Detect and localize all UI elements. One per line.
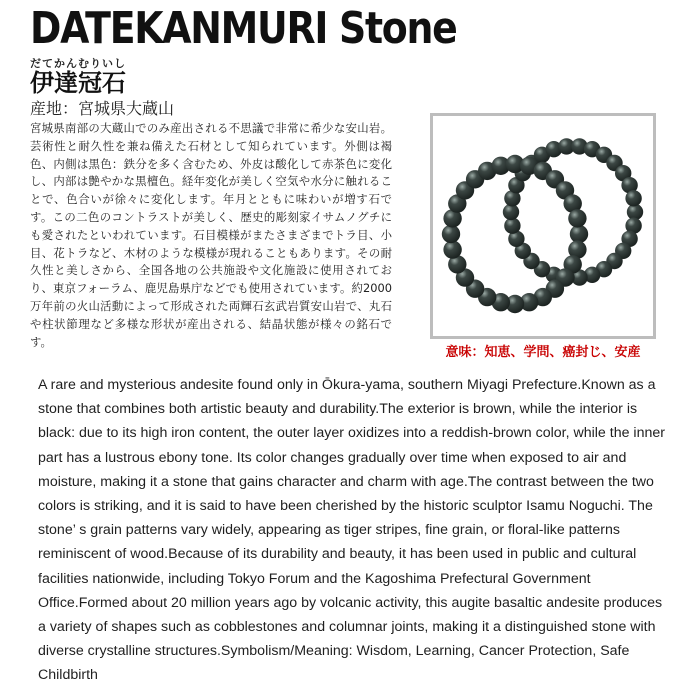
bead [570, 225, 588, 243]
meaning-jp: 意味：知恵、学問、癌封じ、安産 [445, 345, 641, 360]
description-jp: 宮城県南部の大蔵山でのみ産出される不思議で非常に希少な安山岩。芸術性と耐久性を兼ね備えた石材として知られています。外側は褐色、内側は黒色：鉄分を多く含むため、外皮は酸化して赤茶色に変化し、内部は艶やかな黒檀色。経年変化が美しく空気や水分に触れることで、色合いが徐々に変化します。年月とともに味わいが増す石です。この二色のコントラストが美しく、歴史的彫刻家イサムノグチにも愛されたといわれています。石目模様がまたさまざまでトラ目、小目、花トラなど、木材のような模様が現れることもあります。その耐久性と美しさから、全国各地の公共施設や文化施設に使用されており、東京フォーラム、鹿児島県庁などでも使用されています。約2000万年前の火山活動によって形成された両輝石玄武岩質安山岩で、丸石や柱状節理など多様な形状が産出される、結晶状態が様々の銘石です。 [30, 121, 392, 349]
description-en: A rare and mysterious andesite found only in Ōkura-yama, southern Miyagi Prefecture.Known as a stone that combines both artistic beauty and durability.The exterior is brown, while the interior is black: due to its high iron content, the outer layer oxidizes into a reddish-brown color, while the inner part has a lustrous ebony tone. Its color changes gradually over time when exposed to air and moisture, making it a stone that gains character and charm with age.The contrast between the two colors is striking, and it is said to have been cherished by the historic sculptor Isamu Noguchi. The stone’ s grain patterns vary widely, appearing as tiger stripes, fine grain, or floral-like patterns reminiscent of wood.Because of its durability and beauty, it has been used in public and cultural facilities nationwide, including Tokyo Forum and the Kagoshima Prefectural Government Office.Formed about 20 million years ago by volcanic activity, this augite basaltic andesite produces a variety of shapes such as cobblestones and columnar joints, making it a distinguished stone with diverse crystalline structures.Symbolism/Meaning: Wisdom, Learning, Cancer Protection, Safe Childbirth [38, 377, 665, 684]
product-photo [430, 113, 656, 339]
name-reading: だてかんむりいし [30, 57, 126, 70]
origin-label: 産地：宮城県大蔵山 [30, 99, 175, 118]
bead [443, 240, 461, 258]
bead [625, 190, 641, 206]
bead [568, 209, 586, 227]
stone-name-jp: 伊達冠石 [30, 69, 126, 97]
bracelet-photo-icon [433, 116, 653, 336]
page-title: DATEKANMURI Stone [30, 3, 457, 54]
bead [442, 225, 460, 243]
